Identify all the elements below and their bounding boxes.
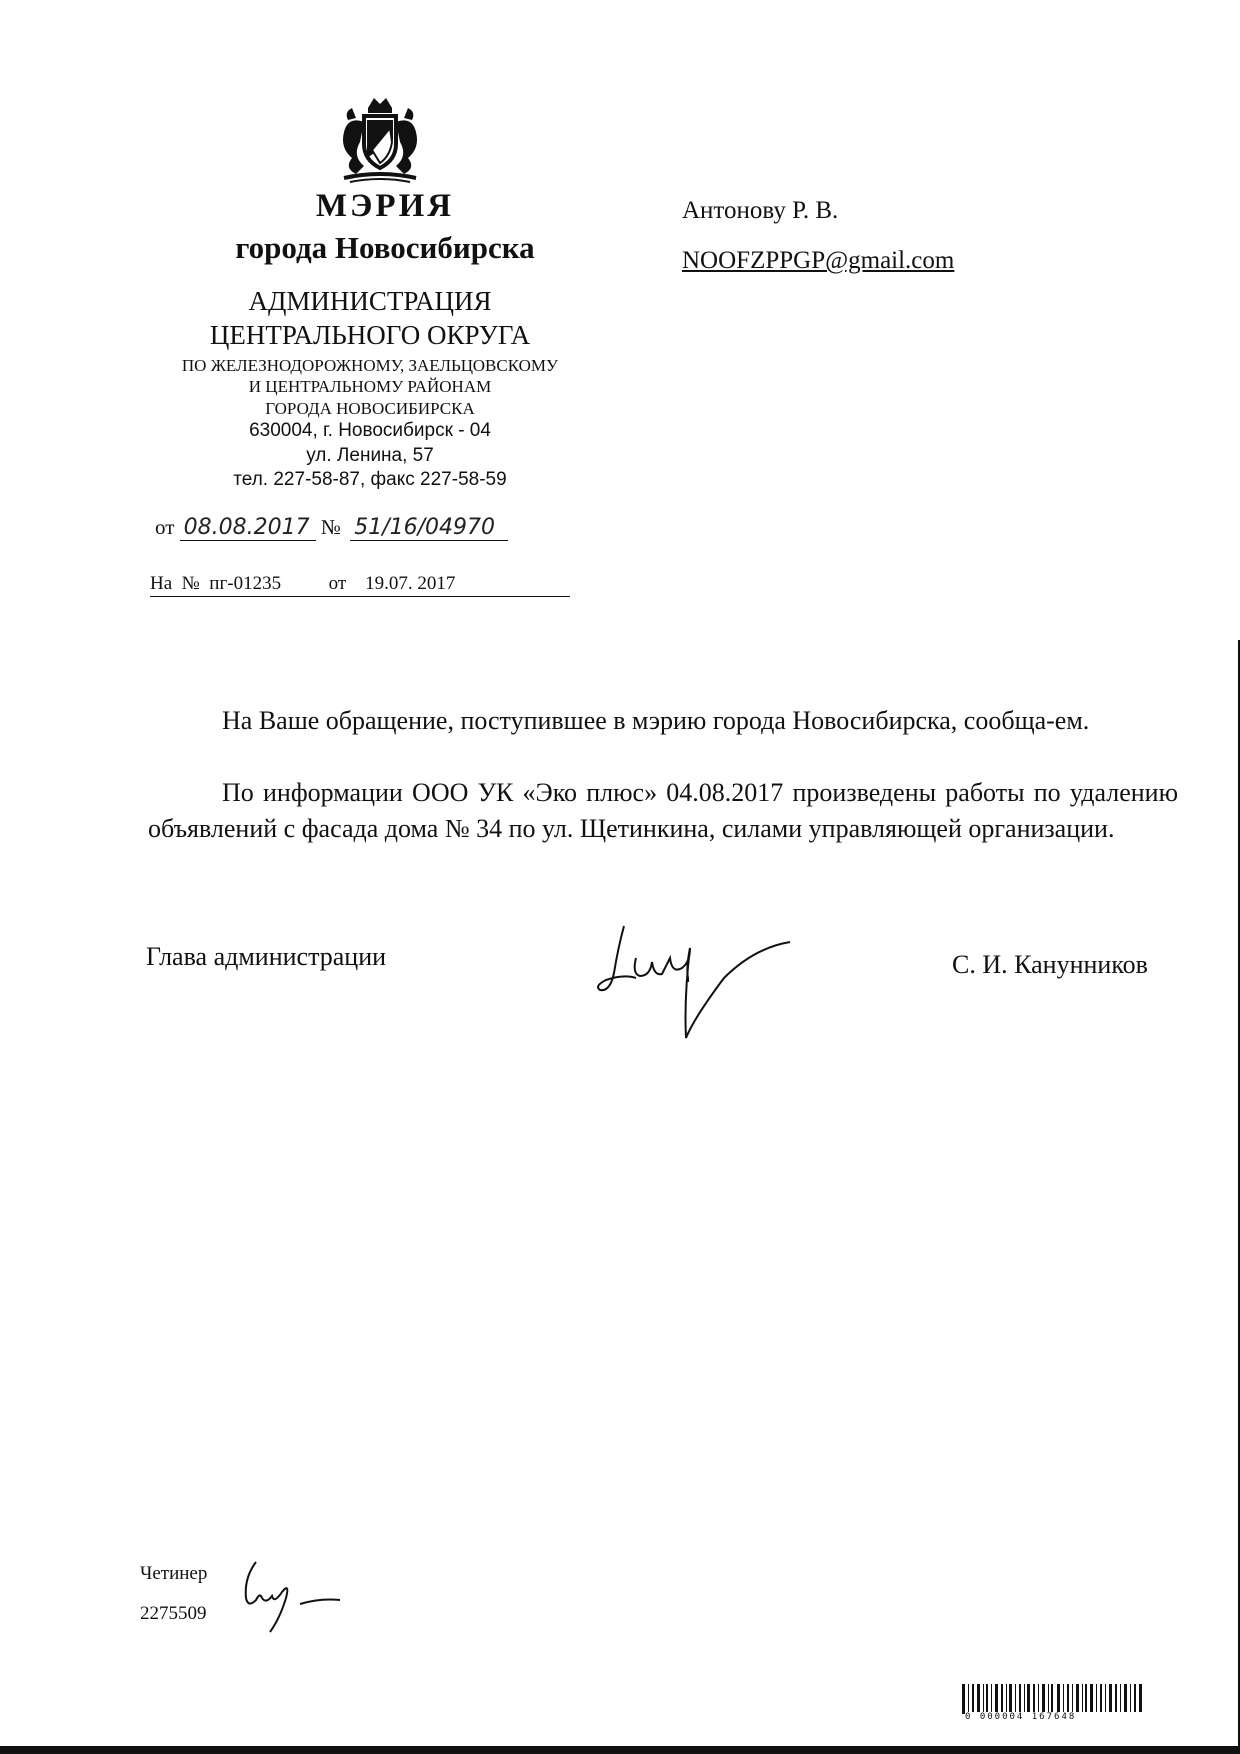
scan-bottom-edge <box>0 1746 1240 1754</box>
registration-number-label: № <box>320 515 341 539</box>
barcode-number: 0 000004 167648 <box>965 1712 1155 1722</box>
handwritten-signature <box>594 918 794 1058</box>
coat-of-arms-icon <box>330 96 430 186</box>
executor-name: Четинер <box>140 1563 208 1584</box>
registration-line <box>155 515 555 541</box>
street-address: ул. Ленина, 57 <box>306 445 434 466</box>
body-paragraph-2 <box>148 775 1178 847</box>
postal-address: 630004, г. Новосибирск - 04 <box>249 420 491 441</box>
body-paragraph-2-text: По информации ООО УК «Эко плюс» 04.08.2017 произведены работы по удалению объявлений с фасада дома № 34 по ул. Щетинкина, силами управляющей организации. <box>148 778 1178 843</box>
districts-line-2: И ЦЕНТРАЛЬНОМУ РАЙОНАМ <box>248 377 492 396</box>
signatory-name: С. И. Канунников <box>952 950 1148 979</box>
registration-number: 51/16/04970 <box>350 515 508 541</box>
addressee-name: Антонову Р. В. <box>682 197 839 224</box>
body-paragraph-1 <box>148 703 1178 739</box>
executor-signature <box>240 1558 360 1638</box>
signatory-role: Глава администрации <box>146 942 387 971</box>
city-title: города Новосибирска <box>235 230 535 265</box>
districts-line-1: ПО ЖЕЛЕЗНОДОРОЖНОМУ, ЗАЕЛЬЦОВСКОМУ <box>181 356 559 375</box>
reference-line: На № пг-01235 от 19.07. 2017 <box>150 573 570 597</box>
administration-title: АДМИНИСТРАЦИЯ <box>248 286 492 316</box>
registration-date: 08.08.2017 <box>180 515 316 541</box>
phone-fax: тел. 227-58-87, факс 227-58-59 <box>233 469 507 490</box>
district-title: ЦЕНТРАЛЬНОГО ОКРУГА <box>209 320 531 350</box>
executor-phone: 2275509 <box>140 1603 207 1624</box>
body-paragraph-1-text: На Ваше обращение, поступившее в мэрию города Новосибирска, сообща-ем. <box>222 706 1090 735</box>
mayoralty-title: МЭРИЯ <box>315 188 455 224</box>
districts-line-3: ГОРОДА НОВОСИБИРСКА <box>265 399 475 418</box>
registration-from-label: от <box>155 515 175 539</box>
addressee-email[interactable]: NOOFZPPGP@gmail.com <box>682 247 955 274</box>
